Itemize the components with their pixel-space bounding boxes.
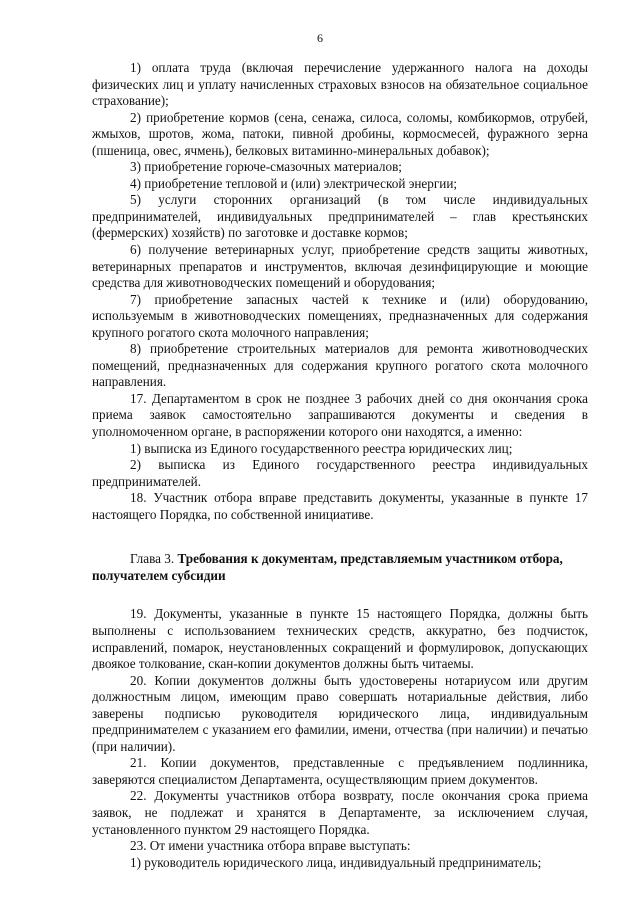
clause-19: 19. Документы, указанные в пункте 15 настоящего Порядка, должны быть выполнены с использованием технических средств, аккуратно, без подчисток, исправлений, помарок, неустановленных сокращений и формулировок, допускающих двоякое толкование, скан-копии документов должны быть читаемы. — [92, 606, 588, 672]
list-item-building-materials: 8) приобретение строительных материалов для ремонта животноводческих помещений, предназначенных для содержания крупного рогатого скота молочного направления. — [92, 341, 588, 390]
chapter-prefix: Глава 3. — [130, 551, 178, 567]
chapter-heading — [92, 551, 588, 584]
list-item-fuel: 3) приобретение горюче-смазочных материалов; — [130, 159, 402, 175]
clause-21: 21. Копии документов, представленные с предъявлением подлинника, заверяются специалистом Департамента, осуществляющим прием документов. — [92, 755, 588, 787]
chapter-title-line1: Требования к документам, представляемым участником отбора, — [177, 551, 563, 567]
clause-22: 22. Документы участников отбора возврату, после окончания срока приема заявок, не подлежат и хранятся в Департаменте, за исключением случая, установленного пунктом 29 настоящего Порядка. — [92, 788, 588, 837]
document-body — [92, 60, 588, 871]
clause-17-item-1: 1) выписка из Единого государственного реестра юридических лиц; — [130, 440, 513, 456]
list-item-veterinary: 6) получение ветеринарных услуг, приобретение средств защиты животных, ветеринарных препаратов и инструментов, включая дезинфицирующие и моющие средства для животноводческих помещений и оборудования; — [92, 242, 588, 291]
list-item-wages: 1) оплата труда (включая перечисление удержанного налога на доходы физических лиц и уплату начисленных страховых взносов на обязательное социальное страхование); — [92, 60, 588, 109]
clause-17-item-2: 2) выписка из Единого государственного реестра индивидуальных предпринимателей. — [92, 457, 588, 489]
list-item-third-party-services: 5) услуги сторонних организаций (в том числе индивидуальных предпринимателей, индивидуальных предпринимателей – глав крестьянских (фермерских) хозяйств) по заготовке и доставке кормов; — [92, 192, 588, 241]
clause-17: 17. Департаментом в срок не позднее 3 рабочих дней со дня окончания срока приема заявок самостоятельно запрашиваются документы и сведения в уполномоченном органе, в распоряжении которого они находятся, а именно: — [92, 390, 588, 440]
clause-20: 20. Копии документов должны быть удостоверены нотариусом или другим должностным лицом, имеющим право совершать нотариальные действия, либо заверены подписью руководителя юридического лица, индивидуальным предпринимателем с указанием его фамилии, имени, отчества (при наличии) и печатью (при наличии). — [92, 672, 588, 754]
list-item-energy: 4) приобретение тепловой и (или) электрической энергии; — [130, 175, 458, 191]
clause-18: 18. Участник отбора вправе представить документы, указанные в пункте 17 настоящего Порядка, по собственной инициативе. — [92, 490, 588, 522]
list-item-feed: 2) приобретение кормов (сена, сенажа, силоса, соломы, комбикормов, отрубей, жмыхов, шротов, жома, патоки, пивной дробины, кормосмесей, фуражного зерна (пшеница, овес, ячмень), белковых витаминно-минеральных добавок); — [92, 109, 588, 158]
list-item-spare-parts: 7) приобретение запасных частей к технике и (или) оборудованию, используемым в животноводческих помещениях, предназначенных для содержания крупного рогатого скота молочного направления; — [92, 291, 588, 340]
clause-23-item-1: 1) руководитель юридического лица, индивидуальный предприниматель; — [130, 854, 542, 870]
clause-23: 23. От имени участника отбора вправе выступать: — [130, 838, 411, 854]
chapter-title-line2: получателем субсидии — [92, 567, 226, 583]
page-number: 6 — [317, 31, 323, 45]
